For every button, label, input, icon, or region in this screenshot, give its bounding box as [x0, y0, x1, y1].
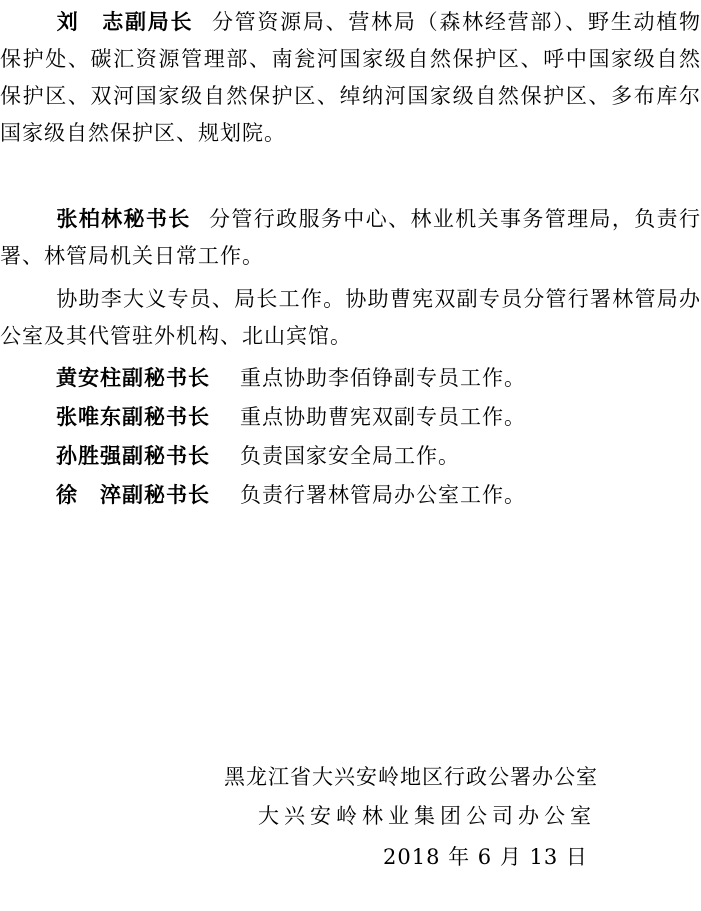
- paragraph-assist: [0, 281, 701, 355]
- signature-org-2: 大兴安岭林业集团公司办公室: [258, 804, 596, 828]
- line-zhang-weidong: [56, 399, 526, 436]
- line-sun-shengqiang: [56, 438, 460, 475]
- signature-date: 2018 年 6 月 13 日: [383, 845, 588, 869]
- duty-text: 分管资源局、营林局（森林经营部）、野生动植物保护处、碳汇资源管理部、南瓮河国家级自然保护区、呼中国家级自然保护区、双河国家级自然保护区、绰纳河国家级自然保护区、多布库尔国家级自然保护区、规划院。: [0, 10, 701, 145]
- duty-text: 重点协助曹宪双副专员工作。: [240, 405, 526, 429]
- signature-org-1: 黑龙江省大兴安岭地区行政公署办公室: [224, 765, 598, 789]
- duty-text: 重点协助李佰铮副专员工作。: [240, 366, 526, 390]
- official-name: 黄安柱副秘书长: [56, 366, 210, 390]
- official-name: 徐 淬副秘书长: [56, 483, 210, 507]
- official-name: 孙胜强副秘书长: [56, 444, 210, 468]
- official-name: 张柏林秘书长: [56, 207, 191, 231]
- official-name: 张唯东副秘书长: [56, 405, 210, 429]
- duty-text: 分管行政服务中心、林业机关事务管理局，负责行署、林管局机关日常工作。: [0, 207, 701, 268]
- duty-text: 协助李大义专员、局长工作。协助曹宪双副专员分管行署林管局办公室及其代管驻外机构、北山宾馆。: [0, 287, 701, 348]
- duty-text: 负责国家安全局工作。: [240, 444, 460, 468]
- line-huang-anzhu: [56, 360, 526, 397]
- official-name: 刘 志副局长: [56, 10, 194, 34]
- paragraph-zhang-bolin: [0, 201, 701, 275]
- line-xu-cui: [56, 477, 526, 514]
- duty-text: 负责行署林管局办公室工作。: [240, 483, 526, 507]
- paragraph-liu-zhi: [0, 4, 701, 152]
